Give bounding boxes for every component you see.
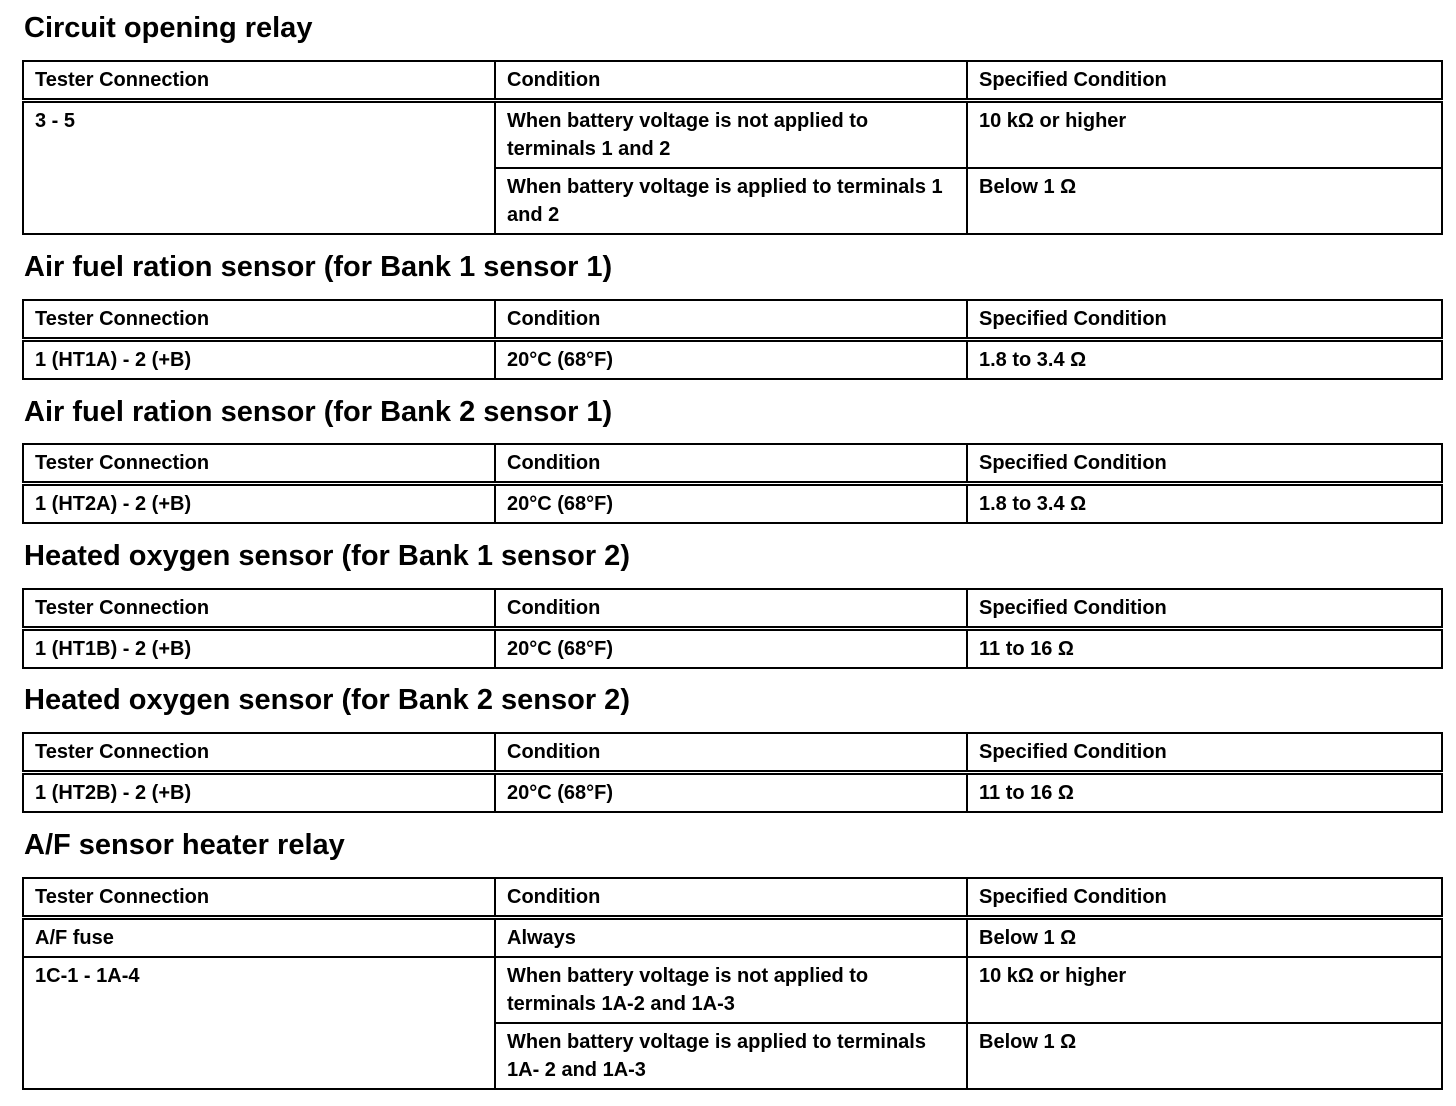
specified-condition-cell: 11 to 16 Ω xyxy=(967,629,1442,669)
header-condition: Condition xyxy=(495,300,967,340)
specified-condition-cell: 1.8 to 3.4 Ω xyxy=(967,340,1442,380)
table-row xyxy=(23,957,1442,1023)
table-header-row xyxy=(23,878,1442,918)
specified-condition-cell: 10 kΩ or higher xyxy=(967,101,1442,169)
table-header-row xyxy=(23,733,1442,773)
condition-cell: When battery voltage is not applied to terminals 1 and 2 xyxy=(495,101,967,169)
af-sensor-bank2-table xyxy=(22,443,1443,524)
tester-connection-cell: 1 (HT2A) - 2 (+B) xyxy=(23,484,495,524)
header-specified-condition: Specified Condition xyxy=(967,589,1442,629)
header-tester-connection: Tester Connection xyxy=(23,733,495,773)
ho2-sensor-bank2-table xyxy=(22,732,1443,813)
condition-cell: When battery voltage is applied to terminals 1 and 2 xyxy=(495,168,967,234)
tester-connection-cell: 1 (HT2B) - 2 (+B) xyxy=(23,773,495,813)
section-title-ho2-sensor-bank1: Heated oxygen sensor (for Bank 1 sensor 2) xyxy=(24,540,630,572)
table-row xyxy=(23,918,1442,958)
header-condition: Condition xyxy=(495,589,967,629)
tester-connection-cell: 3 - 5 xyxy=(23,101,495,235)
section-title-circuit-opening-relay: Circuit opening relay xyxy=(24,12,313,44)
table-row xyxy=(23,773,1442,813)
header-tester-connection: Tester Connection xyxy=(23,878,495,918)
tester-connection-cell: 1 (HT1B) - 2 (+B) xyxy=(23,629,495,669)
circuit-opening-relay-table xyxy=(22,60,1443,235)
specified-condition-cell: 10 kΩ or higher xyxy=(967,957,1442,1023)
table-header-row xyxy=(23,589,1442,629)
header-condition: Condition xyxy=(495,61,967,101)
ho2-sensor-bank1-table xyxy=(22,588,1443,669)
section-title-af-sensor-bank1: Air fuel ration sensor (for Bank 1 sensor 1) xyxy=(24,251,613,283)
section-title-af-heater-relay: A/F sensor heater relay xyxy=(24,829,345,861)
header-tester-connection: Tester Connection xyxy=(23,589,495,629)
af-heater-relay-table xyxy=(22,877,1443,1090)
condition-cell: 20°C (68°F) xyxy=(495,773,967,813)
table-row xyxy=(23,101,1442,169)
header-tester-connection: Tester Connection xyxy=(23,444,495,484)
header-tester-connection: Tester Connection xyxy=(23,61,495,101)
table-header-row xyxy=(23,61,1442,101)
header-tester-connection: Tester Connection xyxy=(23,300,495,340)
header-condition: Condition xyxy=(495,444,967,484)
table-header-row xyxy=(23,300,1442,340)
table-header-row xyxy=(23,444,1442,484)
header-specified-condition: Specified Condition xyxy=(967,444,1442,484)
table-row xyxy=(23,340,1442,380)
condition-cell: When battery voltage is not applied to terminals 1A-2 and 1A-3 xyxy=(495,957,967,1023)
table-row xyxy=(23,484,1442,524)
section-title-af-sensor-bank2: Air fuel ration sensor (for Bank 2 sensor 1) xyxy=(24,396,613,428)
section-title-ho2-sensor-bank2: Heated oxygen sensor (for Bank 2 sensor 2) xyxy=(24,684,630,716)
header-specified-condition: Specified Condition xyxy=(967,61,1442,101)
header-specified-condition: Specified Condition xyxy=(967,878,1442,918)
specified-condition-cell: Below 1 Ω xyxy=(967,1023,1442,1089)
table-row xyxy=(23,629,1442,669)
condition-cell: 20°C (68°F) xyxy=(495,484,967,524)
tester-connection-cell: 1 (HT1A) - 2 (+B) xyxy=(23,340,495,380)
tester-connection-cell: 1C-1 - 1A-4 xyxy=(23,957,495,1089)
header-specified-condition: Specified Condition xyxy=(967,300,1442,340)
condition-cell: 20°C (68°F) xyxy=(495,340,967,380)
condition-cell: When battery voltage is applied to terminals 1A- 2 and 1A-3 xyxy=(495,1023,967,1089)
tester-connection-cell: A/F fuse xyxy=(23,918,495,958)
condition-cell: Always xyxy=(495,918,967,958)
specified-condition-cell: 1.8 to 3.4 Ω xyxy=(967,484,1442,524)
header-condition: Condition xyxy=(495,878,967,918)
header-specified-condition: Specified Condition xyxy=(967,733,1442,773)
specified-condition-cell: Below 1 Ω xyxy=(967,168,1442,234)
specified-condition-cell: Below 1 Ω xyxy=(967,918,1442,958)
header-condition: Condition xyxy=(495,733,967,773)
af-sensor-bank1-table xyxy=(22,299,1443,380)
condition-cell: 20°C (68°F) xyxy=(495,629,967,669)
specified-condition-cell: 11 to 16 Ω xyxy=(967,773,1442,813)
